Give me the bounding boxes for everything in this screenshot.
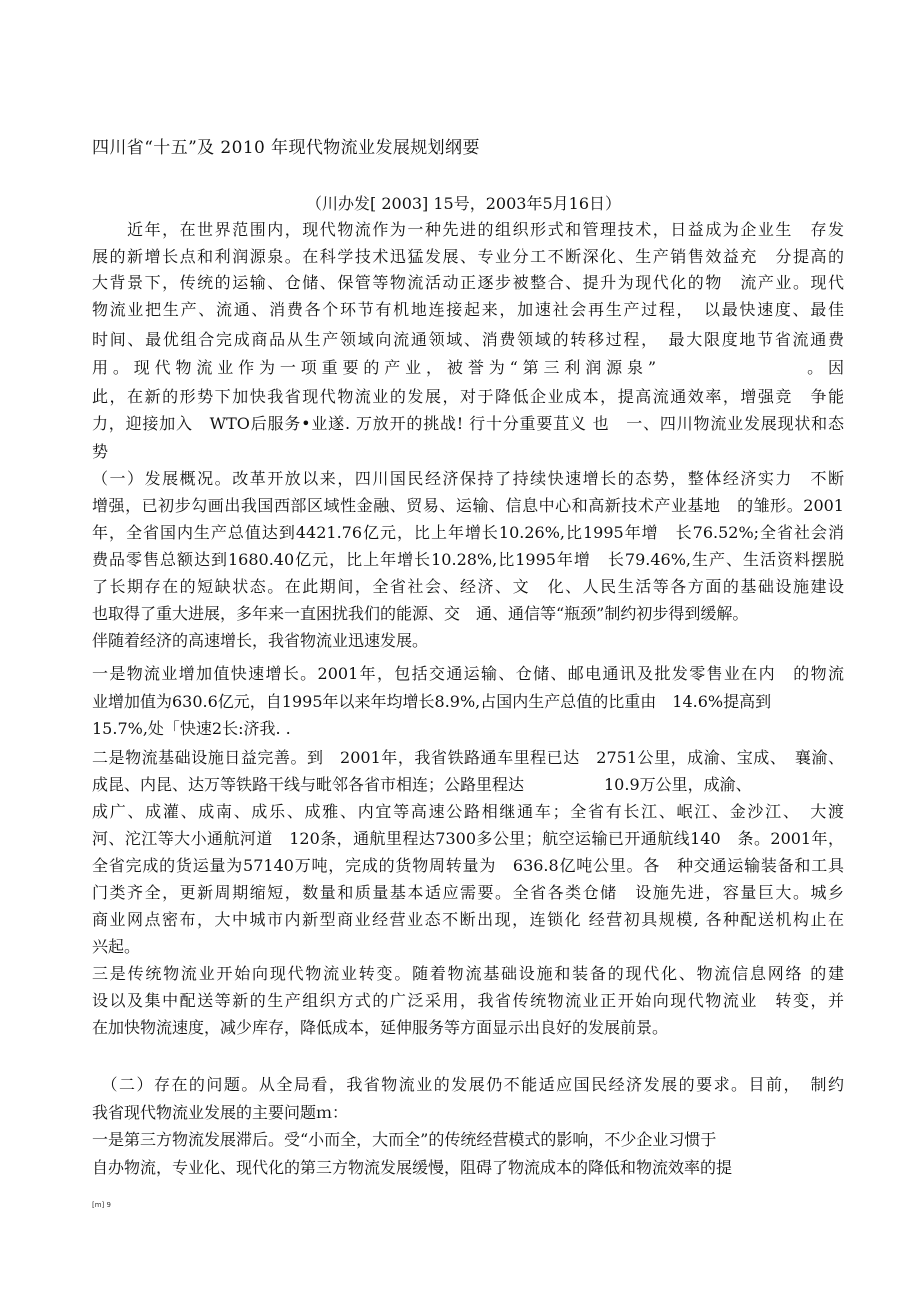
footer-mark: [m] 9 (92, 1201, 111, 1209)
body-line: 门类齐全，更新周期缩短，数量和质量基本适应需要。全省各类仓储 设施先进，容量巨大。城乡 (92, 883, 844, 902)
body-line: 一是第三方物流发展滞后。受“小而全，大而全”的传统经营模式的影响，不少企业习惯于 (92, 1130, 717, 1149)
body-line: 自办物流，专业化、现代化的第三方物流发展缓慢，阻碍了物流成本的降低和物流效率的提 (92, 1158, 733, 1177)
body-line: 力，迎接加入 WTO后服务•业遂. 万放开的挑战! 行十分重要苴义 也 一、四川物流业发展现状和态 (92, 414, 844, 433)
body-line: 近年，在世界范围内，现代物流作为一种先进的组织形式和管理技术，日益成为企业生 存发 (92, 220, 844, 239)
body-line: 用。现代物流业作为一项重要的产业，被誉为“第三利润源泉” 。因 (92, 358, 844, 377)
body-line: 了长期存在的短缺状态。在此期间，全省社会、经济、文 化、人民生活等各方面的基础设施建设 (92, 577, 844, 596)
body-line: 伴随着经济的高速增长，我省物流业迅速发展。 (92, 631, 429, 650)
body-line: 年，全省国内生产总值达到4421.76亿元，比上年增长10.26%,比1995年增 长76.52%;全省社会消 (92, 523, 844, 542)
body-line: 展的新增长点和利润源泉。在科学技术迅猛发展、专业分工不断深化、生产销售效益充 分提高的 (92, 247, 844, 266)
body-line: 15.7%,处「快速2长:济我. . (92, 719, 291, 738)
body-line: 一是物流业增加值快速增长。2001年，包括交通运输、仓储、邮电通讯及批发零售业在内 的物流 (92, 664, 844, 683)
body-line: 此，在新的形势下加快我省现代物流业的发展，对于降低企业成本，提高流通效率，增强竞 争能 (92, 387, 844, 406)
body-line: 也取得了重大进展，多年来一直困扰我们的能源、交 通、通信等“瓶颈”制约初步得到缓解。 (92, 604, 749, 623)
body-line: 时间、最优组合完成商品从生产领域向流通领域、消费领域的转移过程， 最大限度地节省流通费 (92, 330, 844, 349)
body-line: 势 (92, 442, 109, 461)
body-line: 兴起。 (92, 937, 141, 956)
body-line: （二）存在的问题。从全局看，我省物流业的发展仍不能适应国民经济发展的要求。目前， 制约 (92, 1075, 844, 1094)
body-line: 大背景下，传统的运输、仓储、保管等物流活动正逐步被整合、提升为现代化的物 流产业。现代 (92, 273, 844, 292)
body-line: 增强，已初步勾画出我国西部区域性金融、贸易、运输、信息中心和高新技术产业基地 的雏形。2001 (92, 496, 844, 515)
body-line: 成广、成灌、成南、成乐、成雅、内宜等高速公路相继通车；全省有长江、岷江、金沙江、 大渡 (92, 802, 844, 821)
body-line: 业增加值为630.6亿元，自1995年以来年均增长8.9%,占国内生产总值的比重由 14.6%提高到 (92, 692, 772, 711)
body-line: 全省完成的货运量为57140万吨，完成的货物周转量为 636.8亿吨公里。各 种交通运输装备和工具 (92, 856, 844, 875)
body-line: 我省现代物流业发展的主要问题ｍ： (92, 1103, 349, 1122)
body-line: 费品零售总额达到1680.40亿元，比上年增长10.28%,比1995年增 长79.46%,生产、生活资料摆脱 (92, 550, 844, 569)
body-line: 二是物流基础设施日益完善。到 2001年，我省铁路通车里程已达 2751公里，成渝、宝成、 襄渝、 (92, 748, 844, 767)
body-line: 设以及集中配送等新的生产组织方式的广泛采用，我省传统物流业正开始向现代物流业 转变，并 (92, 991, 844, 1010)
body-line: 物流业把生产、流通、消费各个环节有机地连接起来，加速社会再生产过程， 以最快速度、最佳 (92, 300, 844, 319)
body-line: 成昆、内昆、达万等铁路干线与毗邻各省市相连；公路里程达 10.9万公里，成渝、 (92, 775, 752, 794)
document-title: 四川省“十五”及 2010 年现代物流业发展规划纲要 (92, 138, 480, 158)
body-line: （一）发展概况。改革开放以来，四川国民经济保持了持续快速增长的态势，整体经济实力 不断 (92, 469, 844, 488)
body-line: 在加快物流速度，减少库存，降低成本，延伸服务等方面显示出良好的发展前景。 (92, 1018, 669, 1037)
body-line: 三是传统物流业开始向现代物流业转变。随着物流基础设施和装备的现代化、物流信息网络 的建 (92, 964, 844, 983)
body-line: 商业网点密布，大中城市内新型商业经营业态不断出现，连锁化 经营初具规模, 各种配送机构止在 (92, 910, 844, 929)
body-line: 河、沱江等大小通航河道 120条，通航里程达7300多公里；航空运输已开通航线140 条。2001年， (92, 829, 844, 848)
document-subtitle: （川办发[ 2003] 15号，2003年5月16日） (306, 194, 621, 213)
